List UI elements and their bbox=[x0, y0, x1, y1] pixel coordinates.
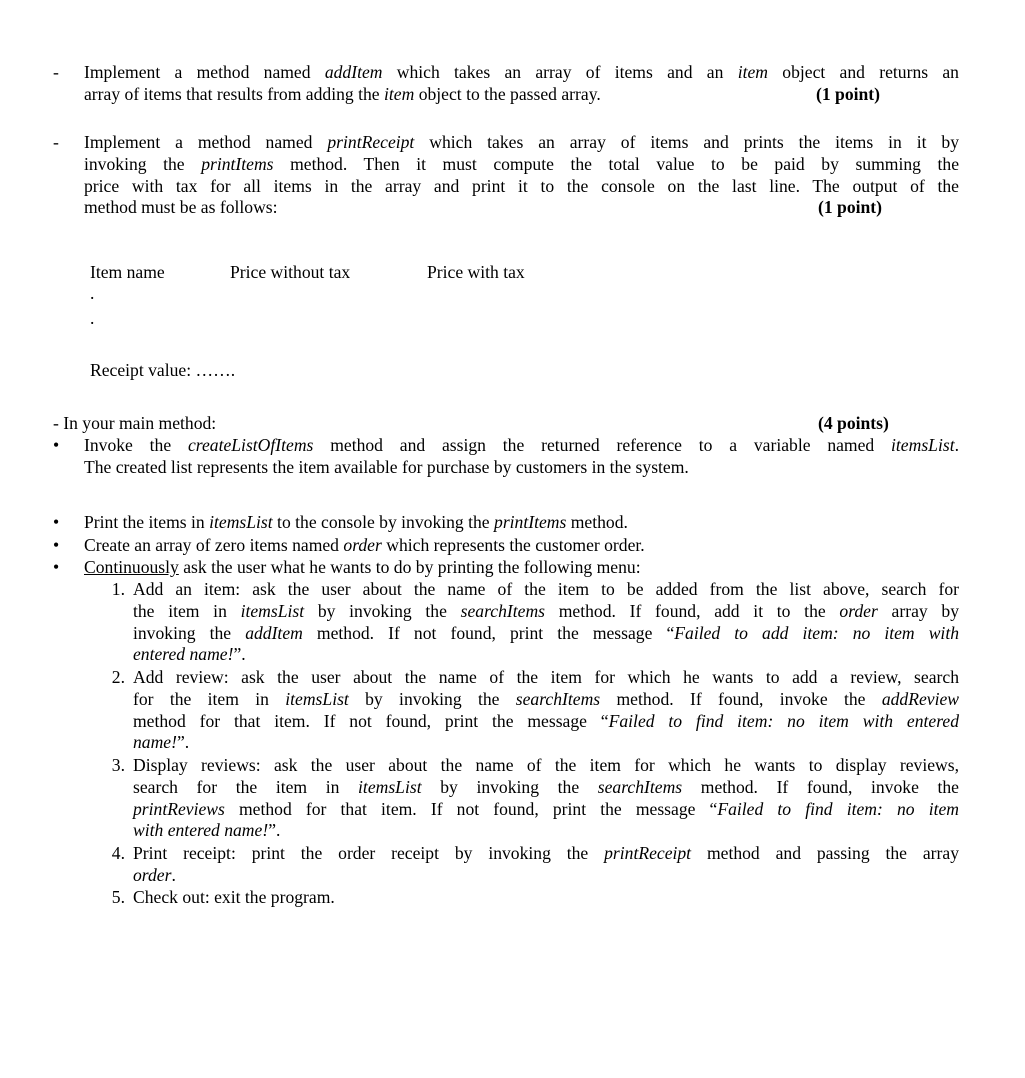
points-label: (4 points) bbox=[818, 413, 889, 433]
ellipsis-dot: . bbox=[90, 308, 95, 328]
ellipsis-dot: . bbox=[90, 283, 95, 303]
main-method-heading: - In your main method: (4 points) bbox=[53, 413, 889, 433]
dash-marker: - bbox=[53, 62, 59, 82]
bullet-icon: • bbox=[53, 535, 60, 555]
col-item-name: Item name bbox=[90, 262, 165, 282]
document-page: - Implement a method named addItem which takes an array of items and an item object and returns an array of items that results from adding the item object to the passed array. (1 point) - Implement a method named printReceipt which takes an array of items and prints the items in it by invoking the printItems method. Then it must compute the total value to be paid by summing the price with tax for all items in the array and print it to the console on the last line. The output of the method must be as follows: (1 point) Item name Price without tax Price with tax . . Receipt value: ……. - In your main method: (4 points) • Invoke the createListOfItems method and assign the returned reference to a variable named itemsList. The created list represents the item available for purchase by customers in the system. • Print the items in itemsList to the console by invoking the printItems method. • Create an array of zero items named order which represents the customer order. • Continuously ask the user what he wants to do by printing the following menu: 1. Add an item: ask the user about the name of the item to be added from the list above, search for the item in itemsList by invoking the searchItems method. If found, add it to the order array by invoking the addItem method. If not found, print the message “Failed to add item: no item with entered name!”. 2. Add review: ask the user about the name of the item for which he wants to add a review, search for the item in itemsList by invoking the searchItems method. If found, invoke the addReview method for that item. If not found, print the message “Failed to find item: no item with entered name!”. 3. Display reviews: ask the user about the name of the item for which he wants to display reviews, search for the item in itemsList by invoking the searchItems method. If found, invoke the printReviews method for that item. If not found, print the message “Failed to find item: no item with entered name!”. 4. Print receipt: print the order receipt by invoking the printReceipt method and passing the array order. 5. Check out: exit the program. bbox=[53, 62, 960, 907]
bullet-icon: • bbox=[53, 435, 60, 455]
col-price-without-tax: Price without tax bbox=[230, 262, 351, 282]
col-price-with-tax: Price with tax bbox=[427, 262, 525, 282]
points-label: (1 point) bbox=[816, 83, 881, 104]
bullet-icon: • bbox=[53, 512, 60, 532]
task-text: Implement a method named addItem which takes an array of items and an item object and returns an array of items that results from adding the item object to the passed array. (1 point) bbox=[84, 62, 959, 104]
receipt-value-line: Receipt value: ……. bbox=[90, 360, 236, 380]
points-label: (1 point) bbox=[818, 197, 883, 218]
dash-marker: - bbox=[53, 132, 59, 152]
bullet-icon: • bbox=[53, 557, 60, 577]
task-text: Implement a method named printReceipt which takes an array of items and prints the items in it by invoking the printItems method. Then it must compute the total value to be paid by summing the price with tax for all items in the array and print it to the console on the last line. The output of the method must be as follows: (1 point) bbox=[84, 132, 960, 218]
